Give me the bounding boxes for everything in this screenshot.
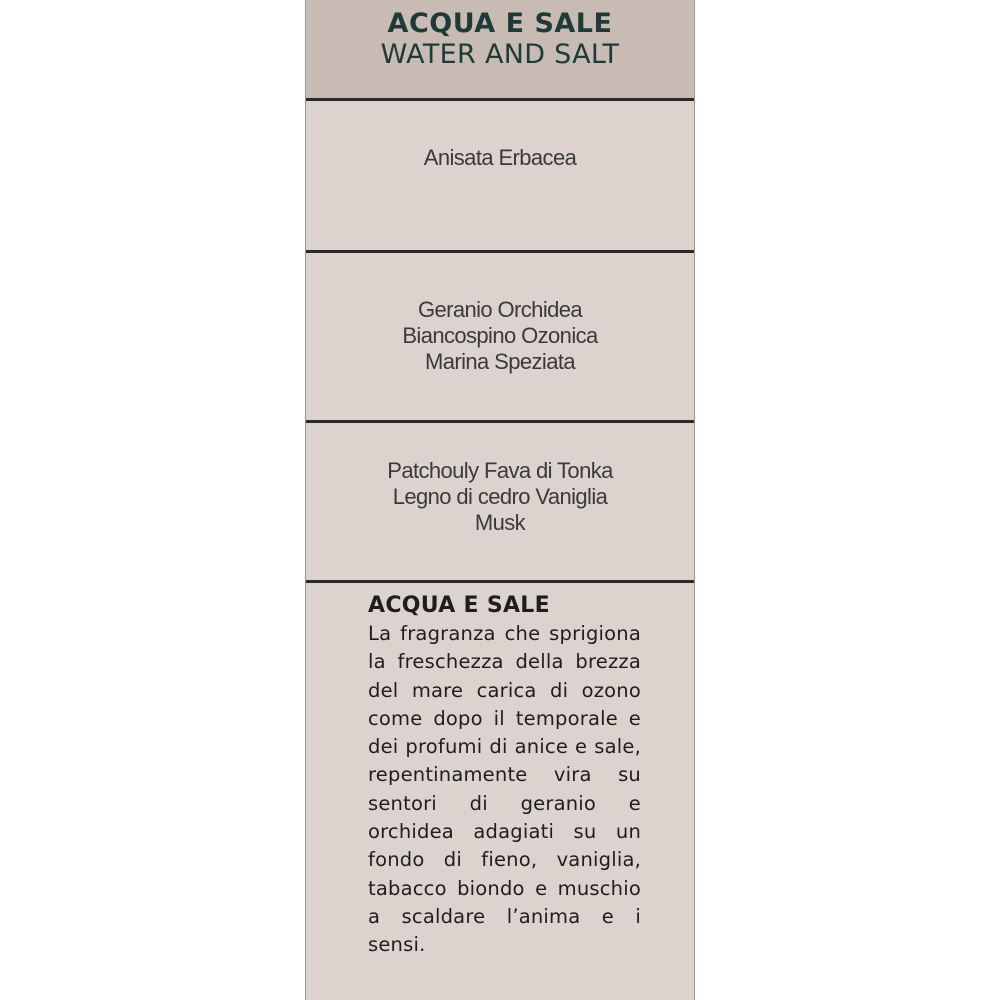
- description-body: La fragranza che sprigiona la freschezza della brezza del mare carica di ozono come dopo il temporale e dei profumi di anice e sale, repentinamente vira su sentori di geranio e orchidea adagiati su un fondo di fieno, vaniglia, tabacco biondo e muschio a scaldare l’anima e i sensi.: [368, 622, 641, 957]
- heart-notes-section: [306, 253, 694, 423]
- base-note-line: Patchouly Fava di Tonka: [387, 458, 613, 483]
- product-subtitle: WATER AND SALT: [380, 39, 620, 70]
- heart-note-line: Marina Speziata: [425, 349, 575, 374]
- base-note-line: Musk: [474, 510, 526, 535]
- description-block: [368, 592, 641, 960]
- heart-note-line: Geranio Orchidea: [417, 297, 583, 322]
- card-header: [306, 0, 694, 101]
- base-notes-section: [306, 423, 694, 583]
- fragrance-card: [305, 0, 695, 1000]
- heart-note-line: Biancospino Ozonica: [402, 323, 598, 348]
- description-title: ACQUA E SALE: [368, 593, 550, 618]
- product-title: ACQUA E SALE: [387, 8, 613, 39]
- base-note-line: Legno di cedro Vaniglia: [392, 484, 608, 509]
- top-notes-section: [306, 101, 694, 253]
- top-note-line: Anisata Erbacea: [423, 145, 577, 170]
